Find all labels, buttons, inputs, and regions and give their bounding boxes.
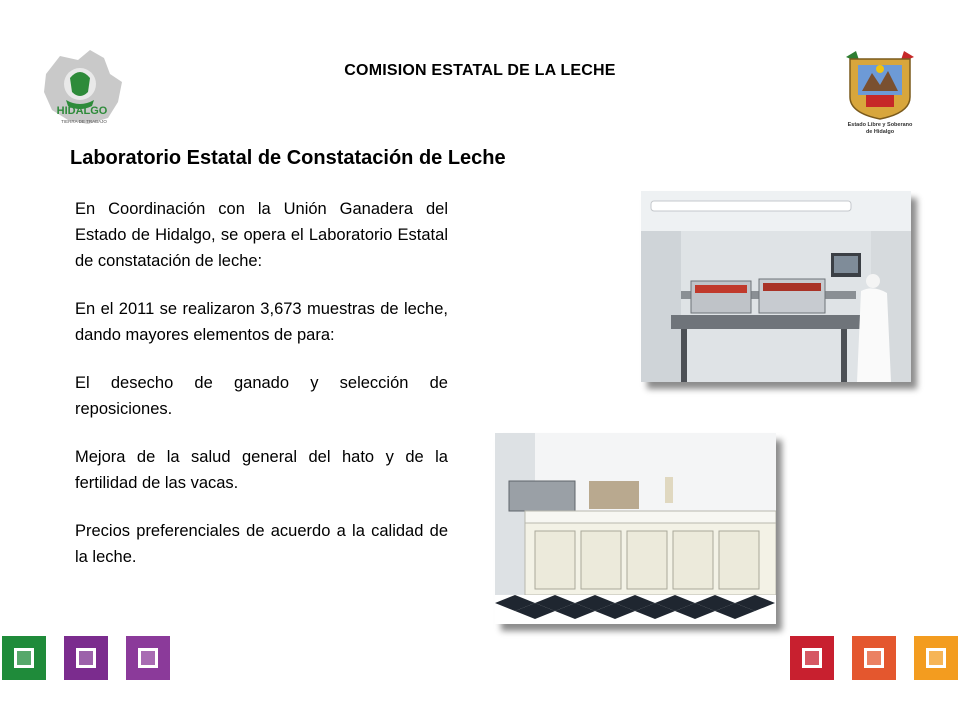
paragraph-samples: En el 2011 se realizaron 3,673 muestras de leche, dando mayores elementos de para: xyxy=(75,300,448,344)
body-text xyxy=(75,196,448,592)
footer-square-orange xyxy=(914,636,958,680)
page-header-title: COMISION ESTATAL DE LA LECHE xyxy=(344,62,616,79)
laboratory-analyzers-photo xyxy=(641,191,911,382)
footer-square-purple xyxy=(64,636,108,680)
footer-square-inner xyxy=(926,648,946,668)
logo-brand-text: HIDALGO xyxy=(56,105,108,117)
footer-square-violet xyxy=(126,636,170,680)
logo-tagline-text: TIERRA DE TRABAJO xyxy=(61,119,107,124)
footer-square-inner xyxy=(14,648,34,668)
coat-caption-line2: de Hidalgo xyxy=(865,129,895,135)
footer-square-inner xyxy=(864,648,884,668)
paragraph-coordination: En Coordinación con la Unión Ganadera del Estado de Hidalgo, se opera el Laboratorio Estatal de constatación de leche: xyxy=(75,200,448,270)
footer-square-red xyxy=(790,636,834,680)
footer-square-orange-red xyxy=(852,636,896,680)
footer-square-inner xyxy=(138,648,158,668)
paragraph-herd-health: Mejora de la salud general del hato y de la fertilidad de las vacas. xyxy=(75,448,448,492)
paragraph-preferential-prices: Precios preferenciales de acuerdo a la calidad de la leche. xyxy=(75,522,448,566)
page-subtitle: Laboratorio Estatal de Constatación de Leche xyxy=(70,147,506,169)
hidalgo-state-logo-icon xyxy=(38,44,128,130)
footer-square-green xyxy=(2,636,46,680)
coat-caption-line1: Estado Libre y Soberano xyxy=(847,122,913,128)
hidalgo-coat-of-arms-icon xyxy=(840,45,920,135)
footer-square-inner xyxy=(76,648,96,668)
paragraph-cattle-disposal: El desecho de ganado y selección de reposiciones. xyxy=(75,374,448,418)
footer-square-inner xyxy=(802,648,822,668)
laboratory-cabinets-photo xyxy=(495,433,776,624)
